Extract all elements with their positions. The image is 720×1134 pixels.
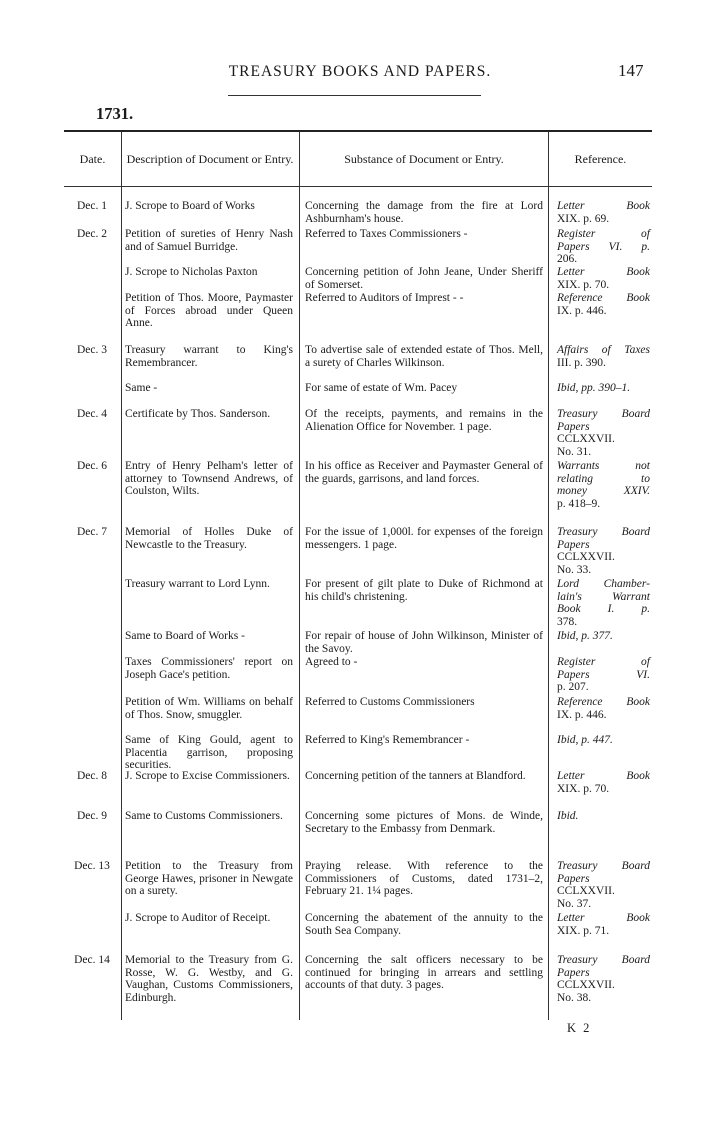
row-reference — [557, 344, 650, 369]
reference-line: No. 33. — [557, 563, 592, 576]
reference-line: XIX. p. 70. — [557, 782, 610, 795]
reference-line: Papers — [557, 420, 590, 433]
reference-line: CCLXXVII. — [557, 433, 615, 446]
reference-line: Ibid. — [557, 810, 579, 822]
row-substance: Agreed to - — [305, 656, 358, 668]
reference-line: Treasury Board — [557, 954, 650, 966]
row-reference — [557, 382, 650, 395]
reference-line: p. 207. — [557, 681, 589, 694]
row-substance: Concerning petition of the tanners at Blandford. — [305, 770, 526, 782]
row-substance: For present of gilt plate to Duke of Richmond at his child's christening. — [305, 578, 543, 603]
row-description: Petition of Thos. Moore, Paymaster of Forces abroad under Queen Anne. — [125, 292, 293, 330]
header-rule — [228, 95, 481, 96]
row-reference — [557, 630, 650, 643]
running-header-title: TREASURY BOOKS AND PAPERS. — [228, 63, 492, 80]
document-table — [64, 130, 652, 1020]
row-date: Dec. 6 — [76, 460, 107, 472]
row-substance: Praying release. With reference to the Commissioners of Customs, dated 1731–2, February 21. 1¼ pages. — [305, 860, 543, 898]
row-description: Memorial of Holles Duke of Newcastle to the Treasury. — [125, 526, 293, 551]
reference-line: Letter Book — [557, 200, 650, 212]
row-date: Dec. 7 — [76, 526, 107, 538]
row-substance: Referred to King's Remembrancer - — [305, 734, 470, 746]
row-description: J. Scrope to Board of Works — [125, 200, 255, 212]
reference-line: 378. — [557, 615, 578, 628]
row-reference — [557, 860, 650, 910]
row-reference — [557, 228, 650, 266]
row-reference — [557, 912, 650, 937]
row-description: J. Scrope to Excise Commissioners. — [125, 770, 290, 782]
row-date: Dec. 1 — [76, 200, 107, 212]
reference-line: No. 38. — [557, 991, 592, 1004]
column-rule-1 — [121, 132, 122, 1020]
row-substance: Of the receipts, payments, and remains in the Alienation Office for November. 1 page. — [305, 408, 543, 433]
reference-line: p. 418–9. — [557, 497, 601, 510]
row-substance: In his office as Receiver and Paymaster General of the guards, garrisons, and land forces. — [305, 460, 543, 485]
reference-line: Ibid, p. 377. — [557, 630, 613, 642]
row-substance: Referred to Taxes Commissioners - — [305, 228, 468, 240]
row-date: Dec. 3 — [76, 344, 107, 356]
row-description: Same to Customs Commissioners. — [125, 810, 283, 822]
row-date: Dec. 8 — [76, 770, 107, 782]
column-header-substance: Substance of Document or Entry. — [344, 152, 504, 166]
row-date: Dec. 13 — [74, 860, 110, 872]
reference-line: Affairs of Taxes — [557, 344, 650, 356]
row-substance: Concerning the salt officers necessary to be continued for bringing in arrears and settling accounts of that duty. 3 pages. — [305, 954, 543, 992]
reference-line: Letter Book — [557, 770, 650, 782]
column-rule-3 — [548, 132, 549, 1020]
reference-line: Reference Book — [557, 292, 650, 304]
reference-line: III. p. 390. — [557, 356, 606, 369]
footer-signature: K 2 — [567, 1021, 592, 1035]
reference-line: CCLXXVII. — [557, 979, 615, 992]
row-description: Memorial to the Treasury from G. Rosse, W. G. Westby, and G. Vaughan, Customs Commissioners, Edinburgh. — [125, 954, 293, 1004]
row-description: Petition of sureties of Henry Nash and of Samuel Burridge. — [125, 228, 293, 253]
row-reference — [557, 460, 650, 510]
column-header-date: Date. — [79, 152, 106, 166]
reference-line: Papers VI. — [557, 668, 650, 681]
row-substance: Concerning some pictures of Mons. de Winde, Secretary to the Embassy from Denmark. — [305, 810, 543, 835]
row-reference — [557, 408, 650, 458]
reference-line: CCLXXVII. — [557, 551, 615, 564]
row-date: Dec. 4 — [76, 408, 107, 420]
row-description: Same - — [125, 382, 158, 394]
reference-line: No. 31. — [557, 445, 592, 458]
row-reference — [557, 292, 650, 317]
reference-line: Treasury Board — [557, 526, 650, 538]
reference-line: Treasury Board — [557, 860, 650, 872]
column-header-reference: Reference. — [574, 152, 627, 166]
reference-line: IX. p. 446. — [557, 304, 607, 317]
row-reference — [557, 526, 650, 576]
reference-line: Register of — [557, 656, 650, 668]
reference-line: Ibid, pp. 390–1. — [557, 382, 631, 394]
row-substance: Referred to Customs Commissioners — [305, 696, 475, 708]
reference-line: Register of — [557, 228, 650, 240]
row-date: Dec. 9 — [76, 810, 107, 822]
row-description: Petition of Wm. Williams on behalf of Thos. Snow, smuggler. — [125, 696, 293, 721]
reference-line: XIX. p. 71. — [557, 924, 610, 937]
reference-line: Papers — [557, 872, 590, 885]
row-date: Dec. 2 — [76, 228, 107, 240]
row-reference — [557, 578, 650, 628]
row-substance: Concerning petition of John Jeane, Under Sheriff of Somerset. — [305, 266, 543, 291]
reference-line: Warrants not — [557, 460, 650, 472]
reference-line: Reference Book — [557, 696, 650, 708]
reference-line: Lord Chamber- — [557, 578, 650, 590]
column-rule-2 — [299, 132, 300, 1020]
row-reference — [557, 656, 650, 694]
row-date: Dec. 14 — [74, 954, 110, 966]
reference-line: 206. — [557, 253, 578, 266]
row-description: Petition to the Treasury from George Hawes, prisoner in Newgate on a surety. — [125, 860, 293, 898]
row-description: Taxes Commissioners' report on Joseph Gace's petition. — [125, 656, 293, 681]
reference-line: money XXIV. — [557, 485, 650, 498]
column-header-description: Description of Document or Entry. — [126, 152, 294, 166]
reference-line: Letter Book — [557, 912, 650, 924]
reference-line: Treasury Board — [557, 408, 650, 420]
reference-line: lain's Warrant — [557, 590, 650, 603]
table-header — [64, 132, 652, 187]
row-reference — [557, 770, 650, 795]
row-reference — [557, 266, 650, 291]
row-description: Treasury warrant to King's Remembrancer. — [125, 344, 293, 369]
row-description: Same to Board of Works - — [125, 630, 245, 642]
row-substance: For same of estate of Wm. Pacey — [305, 382, 458, 394]
reference-line: Letter Book — [557, 266, 650, 278]
row-description: Treasury warrant to Lord Lynn. — [125, 578, 270, 590]
row-substance: Referred to Auditors of Imprest - - — [305, 292, 464, 304]
row-substance: Concerning the damage from the fire at Lord Ashburnham's house. — [305, 200, 543, 225]
year-heading: 1731. — [96, 104, 134, 123]
row-substance: To advertise sale of extended estate of Thos. Mell, a surety of Charles Wilkinson. — [305, 344, 543, 369]
row-reference — [557, 200, 650, 225]
reference-line: IX. p. 446. — [557, 708, 607, 721]
reference-line: CCLXXVII. — [557, 885, 615, 898]
row-description: Certificate by Thos. Sanderson. — [125, 408, 271, 420]
row-description: Entry of Henry Pelham's letter of attorney to Townsend Andrews, of Coulston, Wilts. — [125, 460, 293, 498]
row-substance: Concerning the abatement of the annuity to the South Sea Company. — [305, 912, 543, 937]
row-description: J. Scrope to Nicholas Paxton — [125, 266, 258, 278]
reference-line: Papers — [557, 966, 590, 979]
reference-line: XIX. p. 69. — [557, 212, 610, 225]
row-substance: For the issue of 1,000l. for expenses of the foreign messengers. 1 page. — [305, 526, 543, 551]
reference-line: Book I. p. — [557, 603, 650, 616]
reference-line: Papers — [557, 538, 590, 551]
reference-line: XIX. p. 70. — [557, 278, 610, 291]
reference-line: No. 37. — [557, 897, 592, 910]
row-reference — [557, 696, 650, 721]
row-substance: For repair of house of John Wilkinson, Minister of the Savoy. — [305, 630, 543, 655]
reference-line: Ibid, p. 447. — [557, 734, 613, 746]
row-description: Same of King Gould, agent to Placentia garrison, proposing securities. — [125, 734, 293, 772]
page-number: 147 — [618, 61, 644, 80]
row-reference — [557, 734, 650, 747]
row-reference — [557, 954, 650, 1004]
row-reference — [557, 810, 650, 823]
row-description: J. Scrope to Auditor of Receipt. — [125, 912, 271, 924]
reference-line: relating to — [557, 472, 650, 485]
reference-line: Papers VI. p. — [557, 240, 650, 253]
